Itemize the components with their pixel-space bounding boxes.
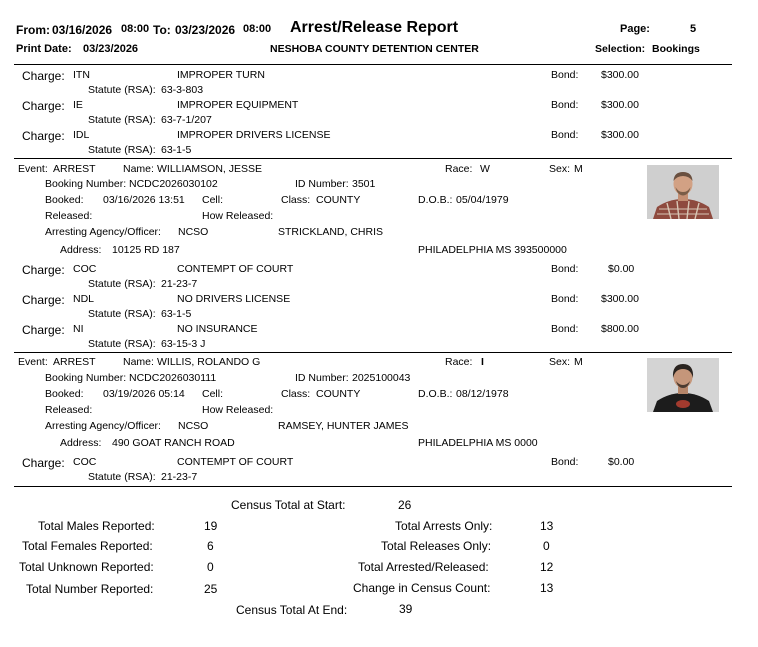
charge-desc: IMPROPER EQUIPMENT — [177, 99, 299, 111]
dob-label: D.O.B.: — [418, 194, 453, 206]
address-label: Address: — [60, 437, 102, 449]
booked-datetime: 03/19/2026 05:14 — [103, 388, 185, 400]
census-start-label: Census Total at Start: — [231, 498, 346, 512]
arresting-officer: RAMSEY, HUNTER JAMES — [278, 420, 409, 432]
class-value: COUNTY — [316, 194, 361, 206]
how-released-label: How Released: — [202, 210, 274, 222]
statute-value: 21-23-7 — [161, 471, 198, 483]
event-label: Event: — [18, 356, 48, 368]
name-label: Name: — [123, 163, 154, 175]
statute-label: Statute (RSA): — [88, 308, 156, 320]
statute-value: 63-15-3 J — [161, 338, 206, 350]
bond-label: Bond: — [551, 323, 579, 335]
charge-code: NDL — [73, 293, 95, 305]
charge-label: Charge: — [22, 293, 65, 307]
event-type: ARREST — [53, 356, 96, 368]
statute-label: Statute (RSA): — [88, 114, 156, 126]
event-type: ARREST — [53, 163, 96, 175]
arrests-value: 13 — [540, 519, 554, 533]
to-time: 08:00 — [243, 23, 272, 35]
bond-label: Bond: — [551, 99, 579, 111]
arrested-released-label: Total Arrested/Released: — [358, 560, 489, 574]
charge-code: COC — [73, 456, 97, 468]
females-label: Total Females Reported: — [22, 539, 153, 553]
charge-code: IDL — [73, 129, 90, 141]
charge-desc: NO INSURANCE — [177, 323, 258, 335]
arresting-officer: STRICKLAND, CHRIS — [278, 226, 384, 238]
from-label: From: — [16, 23, 50, 37]
summary-divider — [14, 486, 732, 487]
selection-value: Bookings — [652, 43, 700, 55]
number-value: 25 — [204, 582, 218, 596]
bond-amount: $300.00 — [601, 99, 639, 111]
bond-label: Bond: — [551, 263, 579, 275]
charge-desc: NO DRIVERS LICENSE — [177, 293, 291, 305]
page-label: Page: — [620, 23, 650, 35]
bond-amount: $0.00 — [608, 456, 635, 468]
bond-amount: $300.00 — [601, 293, 639, 305]
releases-value: 0 — [543, 539, 550, 553]
census-end-value: 39 — [399, 602, 413, 616]
change-value: 13 — [540, 581, 554, 595]
id-number: 2025100043 — [352, 372, 411, 384]
city-value: PHILADELPHIA MS 0000 — [418, 437, 538, 449]
cell-label: Cell: — [202, 388, 224, 400]
class-value: COUNTY — [316, 388, 361, 400]
dob-value: 05/04/1979 — [456, 194, 509, 206]
released-label: Released: — [45, 404, 93, 416]
charge-desc: IMPROPER TURN — [177, 69, 265, 81]
cell-label: Cell: — [202, 194, 224, 206]
booked-label: Booked: — [45, 388, 84, 400]
booking-number-label: Booking Number: — [45, 372, 127, 384]
charge-label: Charge: — [22, 323, 65, 337]
name-label: Name: — [123, 356, 154, 368]
sex-value: M — [574, 356, 583, 368]
bond-amount: $0.00 — [608, 263, 635, 275]
statute-value: 21-23-7 — [161, 278, 198, 290]
releases-label: Total Releases Only: — [381, 539, 492, 553]
dob-value: 08/12/1978 — [456, 388, 509, 400]
inmate-name: WILLIAMSON, JESSE — [157, 163, 263, 175]
to-label: To: — [153, 23, 171, 37]
booked-datetime: 03/16/2026 13:51 — [103, 194, 185, 206]
charge-code: COC — [73, 263, 97, 275]
event-label: Event: — [18, 163, 48, 175]
dob-label: D.O.B.: — [418, 388, 453, 400]
selection-label: Selection: — [595, 43, 646, 55]
females-value: 6 — [207, 539, 214, 553]
charge-code: ITN — [73, 69, 90, 81]
id-number-label: ID Number: — [295, 372, 349, 384]
charge-label: Charge: — [22, 129, 65, 143]
inmate-name: WILLIS, ROLANDO G — [157, 356, 261, 368]
unknown-value: 0 — [207, 560, 214, 574]
released-label: Released: — [45, 210, 93, 222]
bond-amount: $300.00 — [601, 69, 639, 81]
print-date: 03/23/2026 — [83, 43, 139, 55]
to-date: 03/23/2026 — [175, 23, 236, 37]
page-number: 5 — [690, 23, 697, 35]
charge-label: Charge: — [22, 69, 65, 83]
id-number-label: ID Number: — [295, 178, 349, 190]
statute-label: Statute (RSA): — [88, 471, 156, 483]
statute-value: 63-1-5 — [161, 308, 192, 320]
sex-value: M — [574, 163, 583, 175]
header-divider — [14, 64, 732, 65]
record-divider — [14, 158, 732, 159]
race-label: Race: — [445, 356, 473, 368]
statute-value: 63-1-5 — [161, 144, 192, 156]
mugshot-photo — [647, 165, 719, 219]
arresting-label: Arresting Agency/Officer: — [45, 420, 161, 432]
charge-label: Charge: — [22, 456, 65, 470]
address-value: 490 GOAT RANCH ROAD — [112, 437, 235, 449]
males-label: Total Males Reported: — [38, 519, 155, 533]
bond-amount: $800.00 — [601, 323, 639, 335]
bond-label: Bond: — [551, 293, 579, 305]
statute-value: 63-3-803 — [161, 84, 204, 96]
class-label: Class: — [281, 388, 311, 400]
males-value: 19 — [204, 519, 218, 533]
how-released-label: How Released: — [202, 404, 274, 416]
from-date: 03/16/2026 — [52, 23, 113, 37]
charge-desc: CONTEMPT OF COURT — [177, 456, 294, 468]
sex-label: Sex: — [549, 163, 571, 175]
statute-label: Statute (RSA): — [88, 278, 156, 290]
bond-label: Bond: — [551, 69, 579, 81]
charge-label: Charge: — [22, 99, 65, 113]
bond-label: Bond: — [551, 456, 579, 468]
address-label: Address: — [60, 244, 102, 256]
bond-amount: $300.00 — [601, 129, 639, 141]
print-date-label: Print Date: — [16, 43, 72, 55]
report-title: Arrest/Release Report — [290, 19, 459, 36]
statute-value: 63-7-1/207 — [161, 114, 212, 126]
charge-label: Charge: — [22, 263, 65, 277]
booking-number: NCDC2026030111 — [129, 372, 217, 384]
city-value: PHILADELPHIA MS 393500000 — [418, 244, 567, 256]
arresting-agency: NCSO — [178, 420, 209, 432]
address-value: 10125 RD 187 — [112, 244, 180, 256]
race-value: I — [481, 356, 484, 368]
statute-label: Statute (RSA): — [88, 144, 156, 156]
census-start-value: 26 — [398, 498, 412, 512]
class-label: Class: — [281, 194, 311, 206]
race-value: W — [480, 163, 490, 175]
arrests-label: Total Arrests Only: — [395, 519, 493, 533]
unknown-label: Total Unknown Reported: — [19, 560, 154, 574]
arrested-released-value: 12 — [540, 560, 554, 574]
statute-label: Statute (RSA): — [88, 338, 156, 350]
facility-name: NESHOBA COUNTY DETENTION CENTER — [270, 43, 479, 55]
change-label: Change in Census Count: — [353, 581, 491, 595]
arresting-agency: NCSO — [178, 226, 209, 238]
number-label: Total Number Reported: — [26, 582, 154, 596]
from-time: 08:00 — [121, 23, 150, 35]
bond-label: Bond: — [551, 129, 579, 141]
charge-desc: IMPROPER DRIVERS LICENSE — [177, 129, 331, 141]
charge-code: IE — [73, 99, 83, 111]
charge-desc: CONTEMPT OF COURT — [177, 263, 294, 275]
race-label: Race: — [445, 163, 473, 175]
booked-label: Booked: — [45, 194, 84, 206]
id-number: 3501 — [352, 178, 376, 190]
booking-number: NCDC2026030102 — [129, 178, 218, 190]
record-divider — [14, 352, 732, 353]
statute-label: Statute (RSA): — [88, 84, 156, 96]
charge-code: NI — [73, 323, 84, 335]
mugshot-photo — [647, 358, 719, 412]
sex-label: Sex: — [549, 356, 571, 368]
census-end-label: Census Total At End: — [236, 603, 348, 617]
booking-number-label: Booking Number: — [45, 178, 127, 190]
arresting-label: Arresting Agency/Officer: — [45, 226, 161, 238]
